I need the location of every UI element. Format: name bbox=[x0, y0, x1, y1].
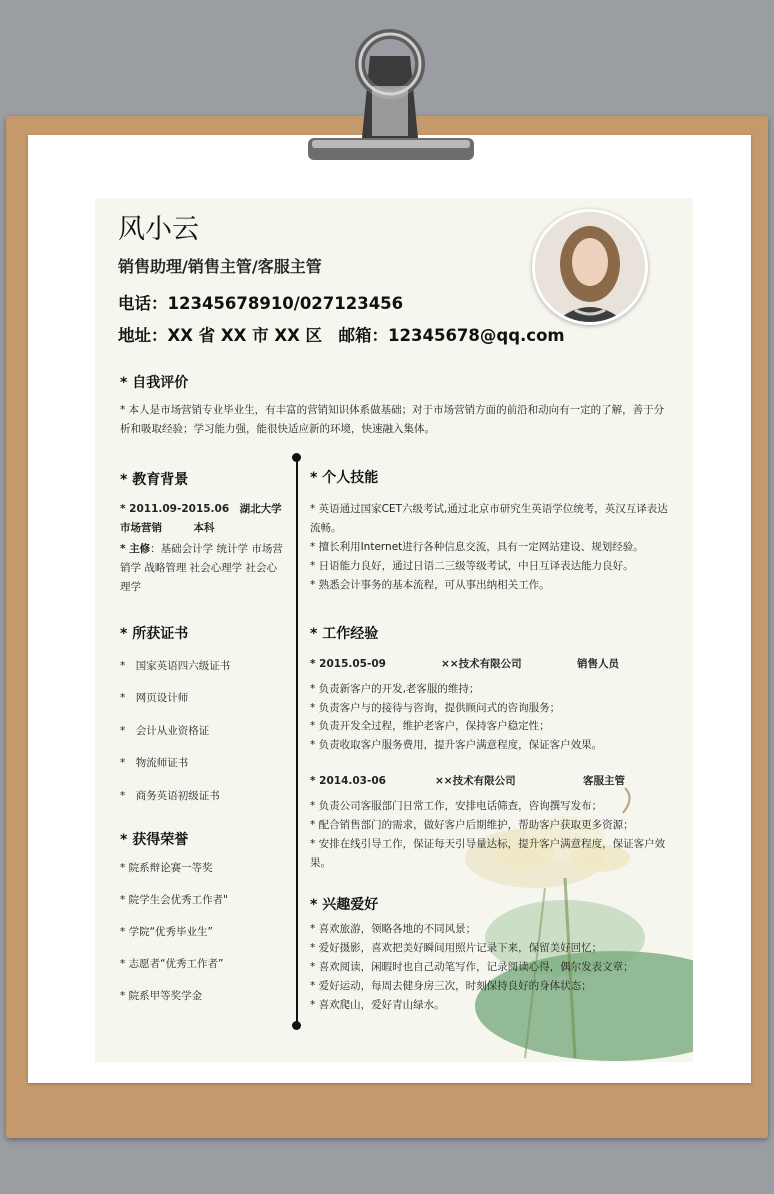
major-label: * 主修 bbox=[120, 543, 151, 555]
timeline-line bbox=[296, 458, 298, 1026]
address-email-line: 地址：XX 省 XX 市 XX 区 邮箱：12345678@qq.com bbox=[118, 326, 565, 345]
list-item: * 院系辩论赛一等奖 bbox=[120, 862, 213, 874]
honors-heading: * 获得荣誉 bbox=[120, 832, 189, 848]
list-item: * 负责开发全过程，维护老客户，保持客户稳定性； bbox=[310, 720, 550, 732]
list-item: * 喜欢阅读，闲暇时也自己动笔写作，记录阅读心得，偶尔发表文章； bbox=[310, 961, 634, 973]
avatar bbox=[532, 209, 648, 325]
list-item: * 熟悉会计事务的基本流程，可从事出纳相关工作。 bbox=[310, 579, 550, 591]
list-item: * 负责新客户的开发,老客服的维持； bbox=[310, 683, 480, 695]
education-date-school: * 2011.09-2015.06 湖北大学 bbox=[120, 503, 282, 515]
list-item: * 配合销售部门的需求，做好客户后期维护，帮助客户获取更多资源； bbox=[310, 819, 634, 831]
binder-clip bbox=[300, 26, 480, 176]
skills-heading: * 个人技能 bbox=[310, 470, 379, 486]
self-eval-heading: * 自我评价 bbox=[120, 375, 189, 391]
list-item: * 擅长利用Internet进行各种信息交流，具有一定网站建设、规划经验。 bbox=[310, 541, 644, 553]
list-item: * 喜欢旅游，领略各地的不同风景； bbox=[310, 923, 477, 935]
list-item: * 国家英语四六级证书 bbox=[120, 660, 231, 672]
list-item: * 负责公司客服部门日常工作，安排电话筛查，咨询撰写发布； bbox=[310, 800, 603, 812]
list-item: * 院系甲等奖学金 bbox=[120, 990, 203, 1002]
job-date: * 2015.05-09 bbox=[310, 658, 386, 670]
list-item: * 爱好摄影，喜欢把美好瞬间用照片记录下来，保留美好回忆； bbox=[310, 942, 603, 954]
timeline-dot-bottom bbox=[292, 1021, 301, 1030]
job-company: ××技术有限公司 bbox=[441, 658, 522, 670]
education-heading: * 教育背景 bbox=[120, 472, 189, 488]
list-item: * 商务英语初级证书 bbox=[120, 790, 220, 802]
job-role: 客服主管 bbox=[583, 775, 625, 787]
certificates-heading: * 所获证书 bbox=[120, 626, 189, 642]
timeline-dot-top bbox=[292, 453, 301, 462]
list-item: * 学院“优秀毕业生” bbox=[120, 926, 213, 938]
list-item: * 安排在线引导工作，保证每天引导量达标，提升客户满意程度，保证客户效果。 bbox=[310, 838, 666, 869]
list-item: * 网页设计师 bbox=[120, 692, 189, 704]
list-item: * 志愿者“优秀工作者” bbox=[120, 958, 224, 970]
job-company: ××技术有限公司 bbox=[435, 775, 516, 787]
list-item: * 爱好运动，每周去健身房三次，时刻保持良好的身体状态； bbox=[310, 980, 592, 992]
list-item: * 物流师证书 bbox=[120, 757, 189, 769]
education-courses bbox=[120, 540, 284, 597]
work-heading: * 工作经验 bbox=[310, 626, 379, 642]
education-major-degree: 市场营销 本科 bbox=[120, 522, 215, 534]
self-eval-text: * 本人是市场营销专业毕业生，有丰富的营销知识体系做基础；对于市场营销方面的前沿和动向有一定的了解，善于分析和吸取经验；学习能力强，能很快适应新的环境，快速融入集体。 bbox=[120, 404, 665, 435]
list-item: * 会计从业资格证 bbox=[120, 725, 210, 737]
job-titles: 销售助理/销售主管/客服主管 bbox=[118, 257, 322, 276]
job-role: 销售人员 bbox=[577, 658, 619, 670]
list-item: * 负责客户与的接待与咨询，提供顾问式的咨询服务； bbox=[310, 702, 561, 714]
major-text: ：基础会计学 统计学 市场营销学 战略管理 社会心理学 社会心理学 bbox=[120, 543, 283, 593]
hobbies-heading: * 兴趣爱好 bbox=[310, 897, 379, 913]
job-date: * 2014.03-06 bbox=[310, 775, 386, 787]
resume-name: 风小云 bbox=[118, 214, 199, 245]
phone-line: 电话：12345678910/027123456 bbox=[118, 294, 404, 313]
list-item: * 院学生会优秀工作者" bbox=[120, 894, 228, 906]
list-item: * 喜欢爬山，爱好青山绿水。 bbox=[310, 999, 445, 1011]
list-item: * 日语能力良好，通过日语二三级等级考试，中日互译表达能力良好。 bbox=[310, 560, 634, 572]
list-item: * 负责收取客户服务费用，提升客户满意程度，保证客户效果。 bbox=[310, 739, 603, 751]
list-item: * 英语通过国家CET六级考试,通过北京市研究生英语学位统考，英汉互译表达流畅。 bbox=[310, 503, 668, 534]
